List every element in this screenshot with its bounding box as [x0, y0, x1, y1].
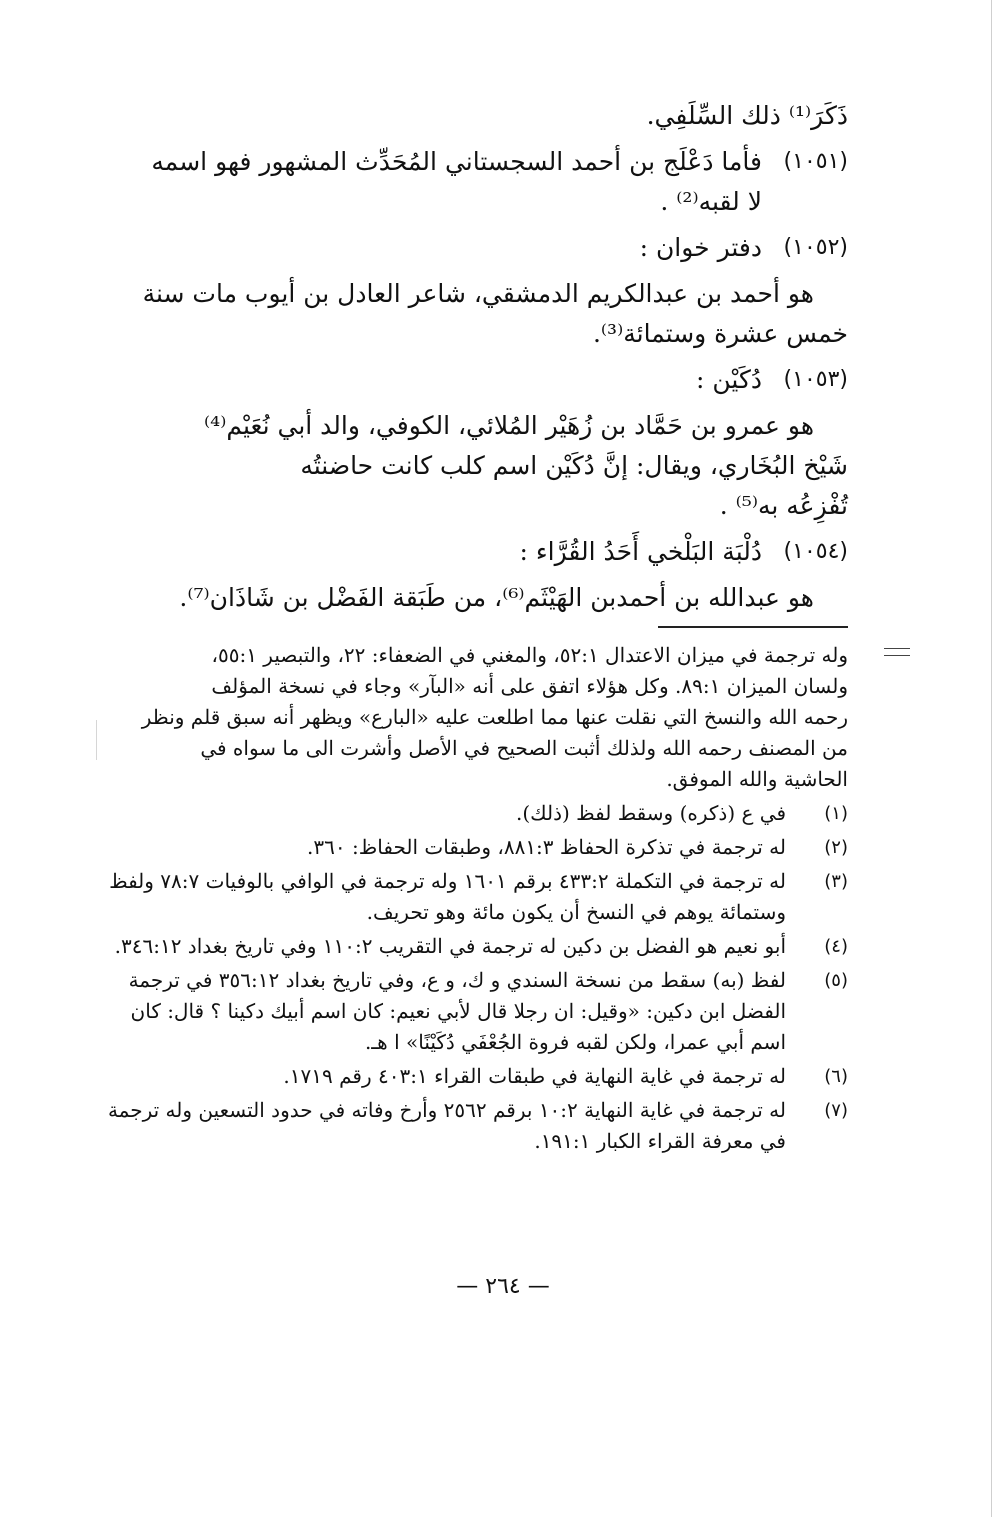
footnote-separator: [658, 626, 848, 628]
footnote-line: اسم أبي عمرا، ولكن لقبه فروة الجُعْفَي دُكَيْنًا» ا هـ.: [364, 1030, 786, 1054]
note-line: من المصنف رحمه الله ولذلك أثبت الصحيح في الأصل وأشرت الى ما سواه في: [200, 736, 848, 760]
entry-number: (١٠٥٤): [783, 539, 848, 564]
footnote-line: الفضل ابن دكين: «وقيل: ان رجلا قال لأبي نعيم: كان اسم أبيك دكينا ؟ قال: كان: [130, 999, 786, 1023]
main-text: [126, 96, 848, 618]
footnote-line: في معرفة القراء الكبار ١٩١:١.: [534, 1129, 786, 1153]
footnote-7: [107, 1095, 848, 1157]
entry-line: لا لقبه⁽²⁾ .: [660, 187, 762, 216]
entry-1052: [126, 228, 848, 268]
body-line: خمس عشرة وستمائة⁽³⁾.: [592, 319, 848, 348]
entry-number: (١٠٥٣): [783, 367, 848, 392]
footnote-number: (٦): [824, 1066, 848, 1087]
body-line: شَيْخ البُخَاري، ويقال: إنَّ دُكَيْن اسم كلب كانت حاضنتُه: [300, 451, 848, 480]
footnote-number: (٥): [824, 970, 848, 991]
note-line: رحمه الله والنسخ التي نقلت عنها مما اطلعت عليه «البارع» ويظهر أنه سبق قلم ونظر: [141, 705, 848, 729]
entry-heading: دفتر خوان :: [639, 233, 762, 262]
footnote-line: له ترجمة في غاية النهاية ١٠:٢ برقم ٢٥٦٢ وأرخ وفاته في حدود التسعين وله ترجمة: [107, 1098, 786, 1122]
entry-1054-body: [126, 578, 848, 618]
footnote-continuation: [126, 640, 848, 795]
footnote-line: لفظ (به) سقط من نسخة السندي و ك، و ع، وفي تاريخ بغداد ٣٥٦:١٢ في ترجمة: [128, 968, 786, 992]
footnote-line: في ع (ذكره) وسقط لفظ (ذلك).: [515, 801, 786, 825]
entry-heading: دُكَيْن :: [696, 365, 762, 394]
footnote-number: (١): [824, 803, 848, 824]
page-number: — ٢٦٤ —: [456, 1274, 550, 1299]
scan-speck: [96, 720, 97, 760]
footnote-line: وستمائة يوهم في النسخ أن يكون مائة وهو تحريف.: [366, 900, 786, 924]
footnote-line: له ترجمة في تذكرة الحفاظ ٨٨١:٣، وطبقات الحفاظ: ٣٦٠.: [307, 835, 786, 859]
note-line: الحاشية والله الموفق.: [666, 767, 848, 791]
body-line: هو عمرو بن حَمَّاد بن زُهَيْر المُلائي، الكوفي، والد أبي نُعَيْم⁽⁴⁾: [204, 411, 814, 440]
body-line: هو أحمد بن عبدالكريم الدمشقي، شاعر العادل بن أيوب مات سنة: [142, 279, 814, 308]
note-line: وله ترجمة في ميزان الاعتدال ٥٢:١، والمغني في الضعفاء: ٢٢، والتبصير ٥٥:١،: [211, 643, 848, 667]
entry-1053: [126, 360, 848, 400]
footnotes: [107, 640, 848, 1157]
entry-line: فأما دَعْلَج بن أحمد السجستاني المُحَدِّث المشهور فهو اسمه: [151, 147, 762, 176]
footnote-line: له ترجمة في التكملة ٤٣٣:٢ برقم ١٦٠١ وله ترجمة في الوافي بالوفيات ٧٨:٧ ولفظ: [109, 869, 786, 893]
entry-1053-body: [126, 406, 848, 526]
footnote-4: [114, 931, 848, 962]
footnote-number: (٤): [824, 936, 848, 957]
entry-number: (١٠٥١): [783, 149, 848, 174]
footnote-6: [126, 1061, 848, 1092]
footnote-5: [126, 965, 848, 1058]
opening-line: ذَكَرَ⁽¹⁾ ذلك السِّلَفِي.: [646, 101, 848, 130]
footnote-line: أبو نعيم هو الفضل بن دكين له ترجمة في التقريب ١١٠:٢ وفي تاريخ بغداد ٣٤٦:١٢.: [114, 934, 786, 958]
note-line: ولسان الميزان ٨٩:١. وكل هؤلاء اتفق على أنه «البآر» وجاء في نسخة المؤلف: [211, 674, 848, 698]
footnote-number: (٣): [824, 871, 848, 892]
body-line: هو عبدالله بن أحمدبن الهَيْثَم⁽⁶⁾، من طَبَقة الفَضْل بن شَاذَان⁽⁷⁾.: [179, 583, 814, 612]
entry-1051: [126, 142, 848, 222]
footnote-number: (٧): [824, 1100, 848, 1121]
entry-1052-body: [126, 274, 848, 354]
entry-heading: دُلْبَة البَلْخي أَحَدُ القُرَّاء :: [519, 537, 762, 566]
entry-1054: [126, 532, 848, 572]
entry-number: (١٠٥٢): [783, 235, 848, 260]
footnote-number: (٢): [824, 837, 848, 858]
body-line: تُفْزِعُه به⁽⁵⁾ .: [719, 491, 848, 520]
footnote-2: [126, 832, 848, 863]
footnote-continuation-mark: [884, 648, 910, 656]
footnote-3: [109, 866, 848, 928]
footnote-1: [126, 798, 848, 829]
footnote-line: له ترجمة في غاية النهاية في طبقات القراء ٤٠٣:١ رقم ١٧١٩.: [283, 1064, 786, 1088]
